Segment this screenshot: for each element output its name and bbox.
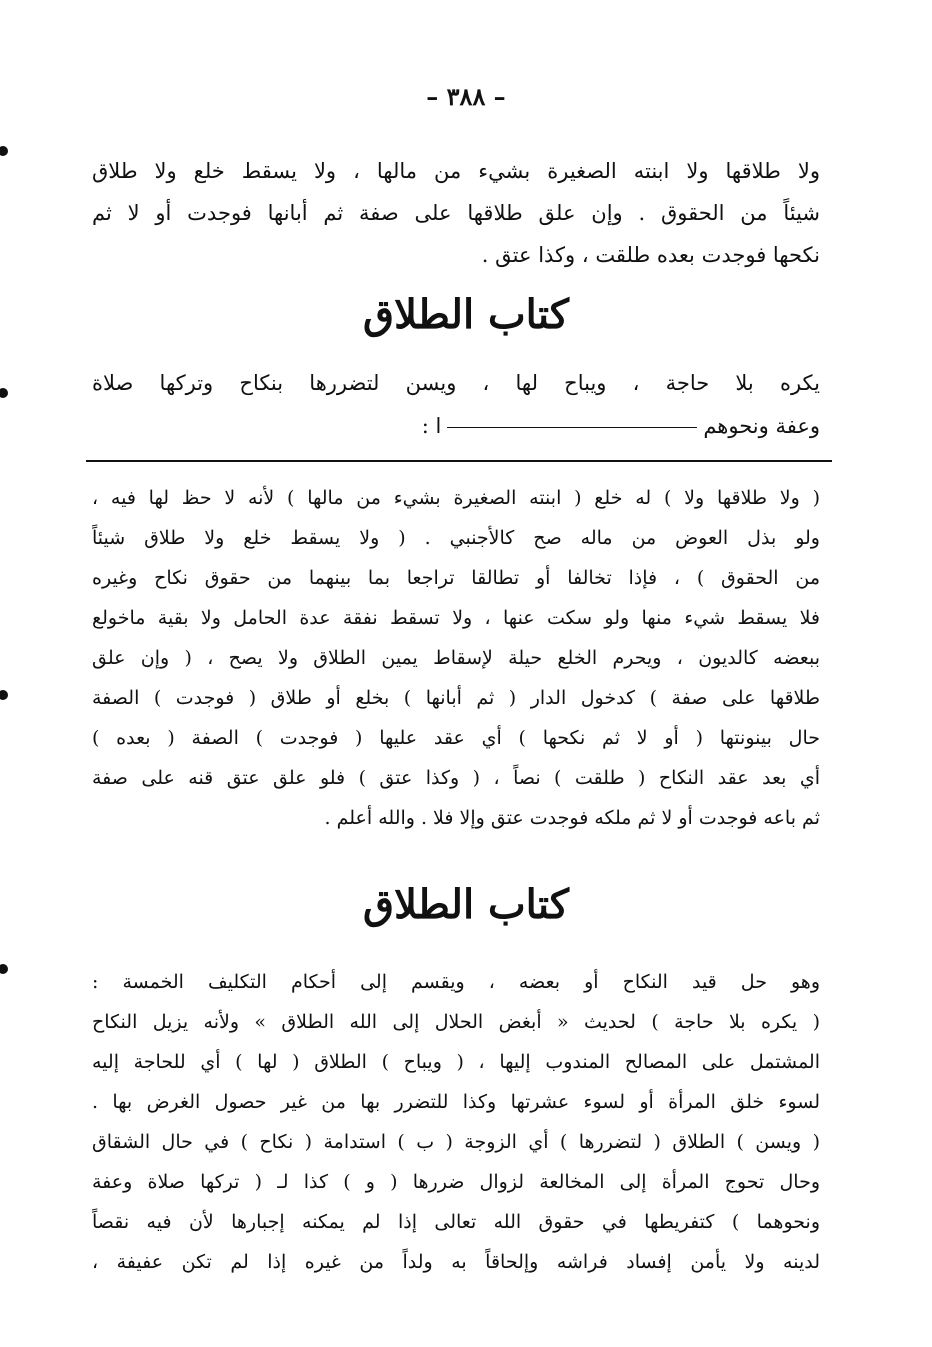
commentary-line-6: طلاقها على صفة ) كدخول الدار ( ثم أبانها ) بخلع أو طلاق ( فوجدت ) الصفة	[92, 687, 820, 709]
commentary-line-5: ببعضه كالديون ، ويحرم الخلع حيلة لإسقاط يمين الطلاق ولا يصح ، ( وإن علق	[92, 647, 820, 669]
section-line-1: وهو حل قيد النكاح أو بعضه ، ويقسم إلى أحكام التكليف الخمسة :	[92, 971, 820, 993]
section-line-6: وحال تحوج المرأة إلى المخالعة لزوال ضررها ( و ) كذا لـ ( تركها صلاة وعفة	[92, 1171, 820, 1193]
intro-line-3: نكحها فوجدت بعده طلقت ، وكذا عتق .	[481, 243, 820, 267]
matn-line-2-end: ا :	[421, 414, 442, 438]
commentary-line-2: ولو بذل العوض من ماله صح كالأجنبي . ( ولا يسقط خلع ولا طلاق شيئاً	[92, 527, 820, 549]
fill-rule	[447, 427, 697, 428]
commentary-line-1: ( ولا طلاقها ولا ) له خلع ( ابنته الصغيرة بشيء من مالها ) لأنه لا حظ لها فيه ،	[92, 487, 820, 509]
section-line-3: المشتمل على المصالح المندوب إليها ، ( ويباح ) الطلاق ( لها ) أي للحاجة إليه	[92, 1051, 820, 1073]
commentary-line-9: ثم باعه فوجدت أو لا ثم ملكه فوجدت عتق وإلا فلا . والله أعلم .	[324, 807, 820, 829]
section-paragraph	[92, 962, 820, 1282]
matn-line-2-start: وعفة ونحوهم	[703, 414, 820, 438]
matn-paragraph	[92, 362, 820, 448]
chapter-heading-1: كتاب الطلاق	[363, 291, 569, 338]
section-line-4: لسوء خلق المرأة أو لسوء عشرتها وكذا للتضرر بها من غير حصول الغرض بها .	[92, 1091, 820, 1113]
section-line-7: ونحوهما ) كتفريطها في حقوق الله تعالى إذا لم يمكنه إجبارها لأن فيه نقصاً	[92, 1211, 820, 1233]
section-divider	[86, 460, 832, 462]
section-line-8: لدينه ولا يأمن إفساد فراشه وإلحاقاً به ولداً من غيره إذا لم تكن عفيفة ،	[92, 1251, 820, 1273]
matn-line-1: يكره بلا حاجة ، ويباح لها ، ويسن لتضررها بنكاح وتركها صلاة	[92, 371, 820, 395]
commentary-line-4: فلا يسقط شيء منها ولو سكت عنها ، ولا تسقط نفقة عدة الحامل ولا بقية ماخولع	[92, 607, 820, 629]
intro-line-2: شيئاً من الحقوق . وإن علق طلاقها على صفة ثم أبانها فوجدت أو لا ثم	[92, 201, 820, 225]
matn-line-2	[92, 405, 820, 448]
chapter-heading-2: كتاب الطلاق	[363, 881, 569, 928]
commentary-paragraph	[92, 478, 820, 838]
commentary-line-3: من الحقوق ) ، فإذا تخالفا أو تطالقا تراجعا بما بينهما من حقوق نكاح وغيره	[92, 567, 820, 589]
margin-mark	[0, 388, 8, 398]
intro-line-1: ولا طلاقها ولا ابنته الصغيرة بشيء من مالها ، ولا يسقط خلع ولا طلاق	[92, 159, 820, 183]
section-line-2: ( يكره بلا حاجة ) لحديث « أبغض الحلال إلى الله الطلاق » ولأنه يزيل النكاح	[92, 1011, 820, 1033]
commentary-line-7: حال بينونتها ( أو لا ثم نكحها ) أي عقد عليها ( فوجدت ) الصفة ( بعده )	[92, 727, 820, 749]
page-number: – ٣٨٨ –	[426, 82, 506, 111]
intro-paragraph	[92, 150, 820, 276]
section-line-5: ( ويسن ) الطلاق ( لتضررها ) أي الزوجة ( ب ) استدامة ( نكاح ) في حال الشقاق	[92, 1131, 820, 1153]
margin-mark	[0, 690, 8, 700]
commentary-line-8: أي بعد عقد النكاح ( طلقت ) نصاً ، ( وكذا عتق ) فلو علق عتق قنه على صفة	[92, 767, 820, 789]
margin-mark	[0, 964, 8, 974]
margin-mark	[0, 146, 8, 156]
